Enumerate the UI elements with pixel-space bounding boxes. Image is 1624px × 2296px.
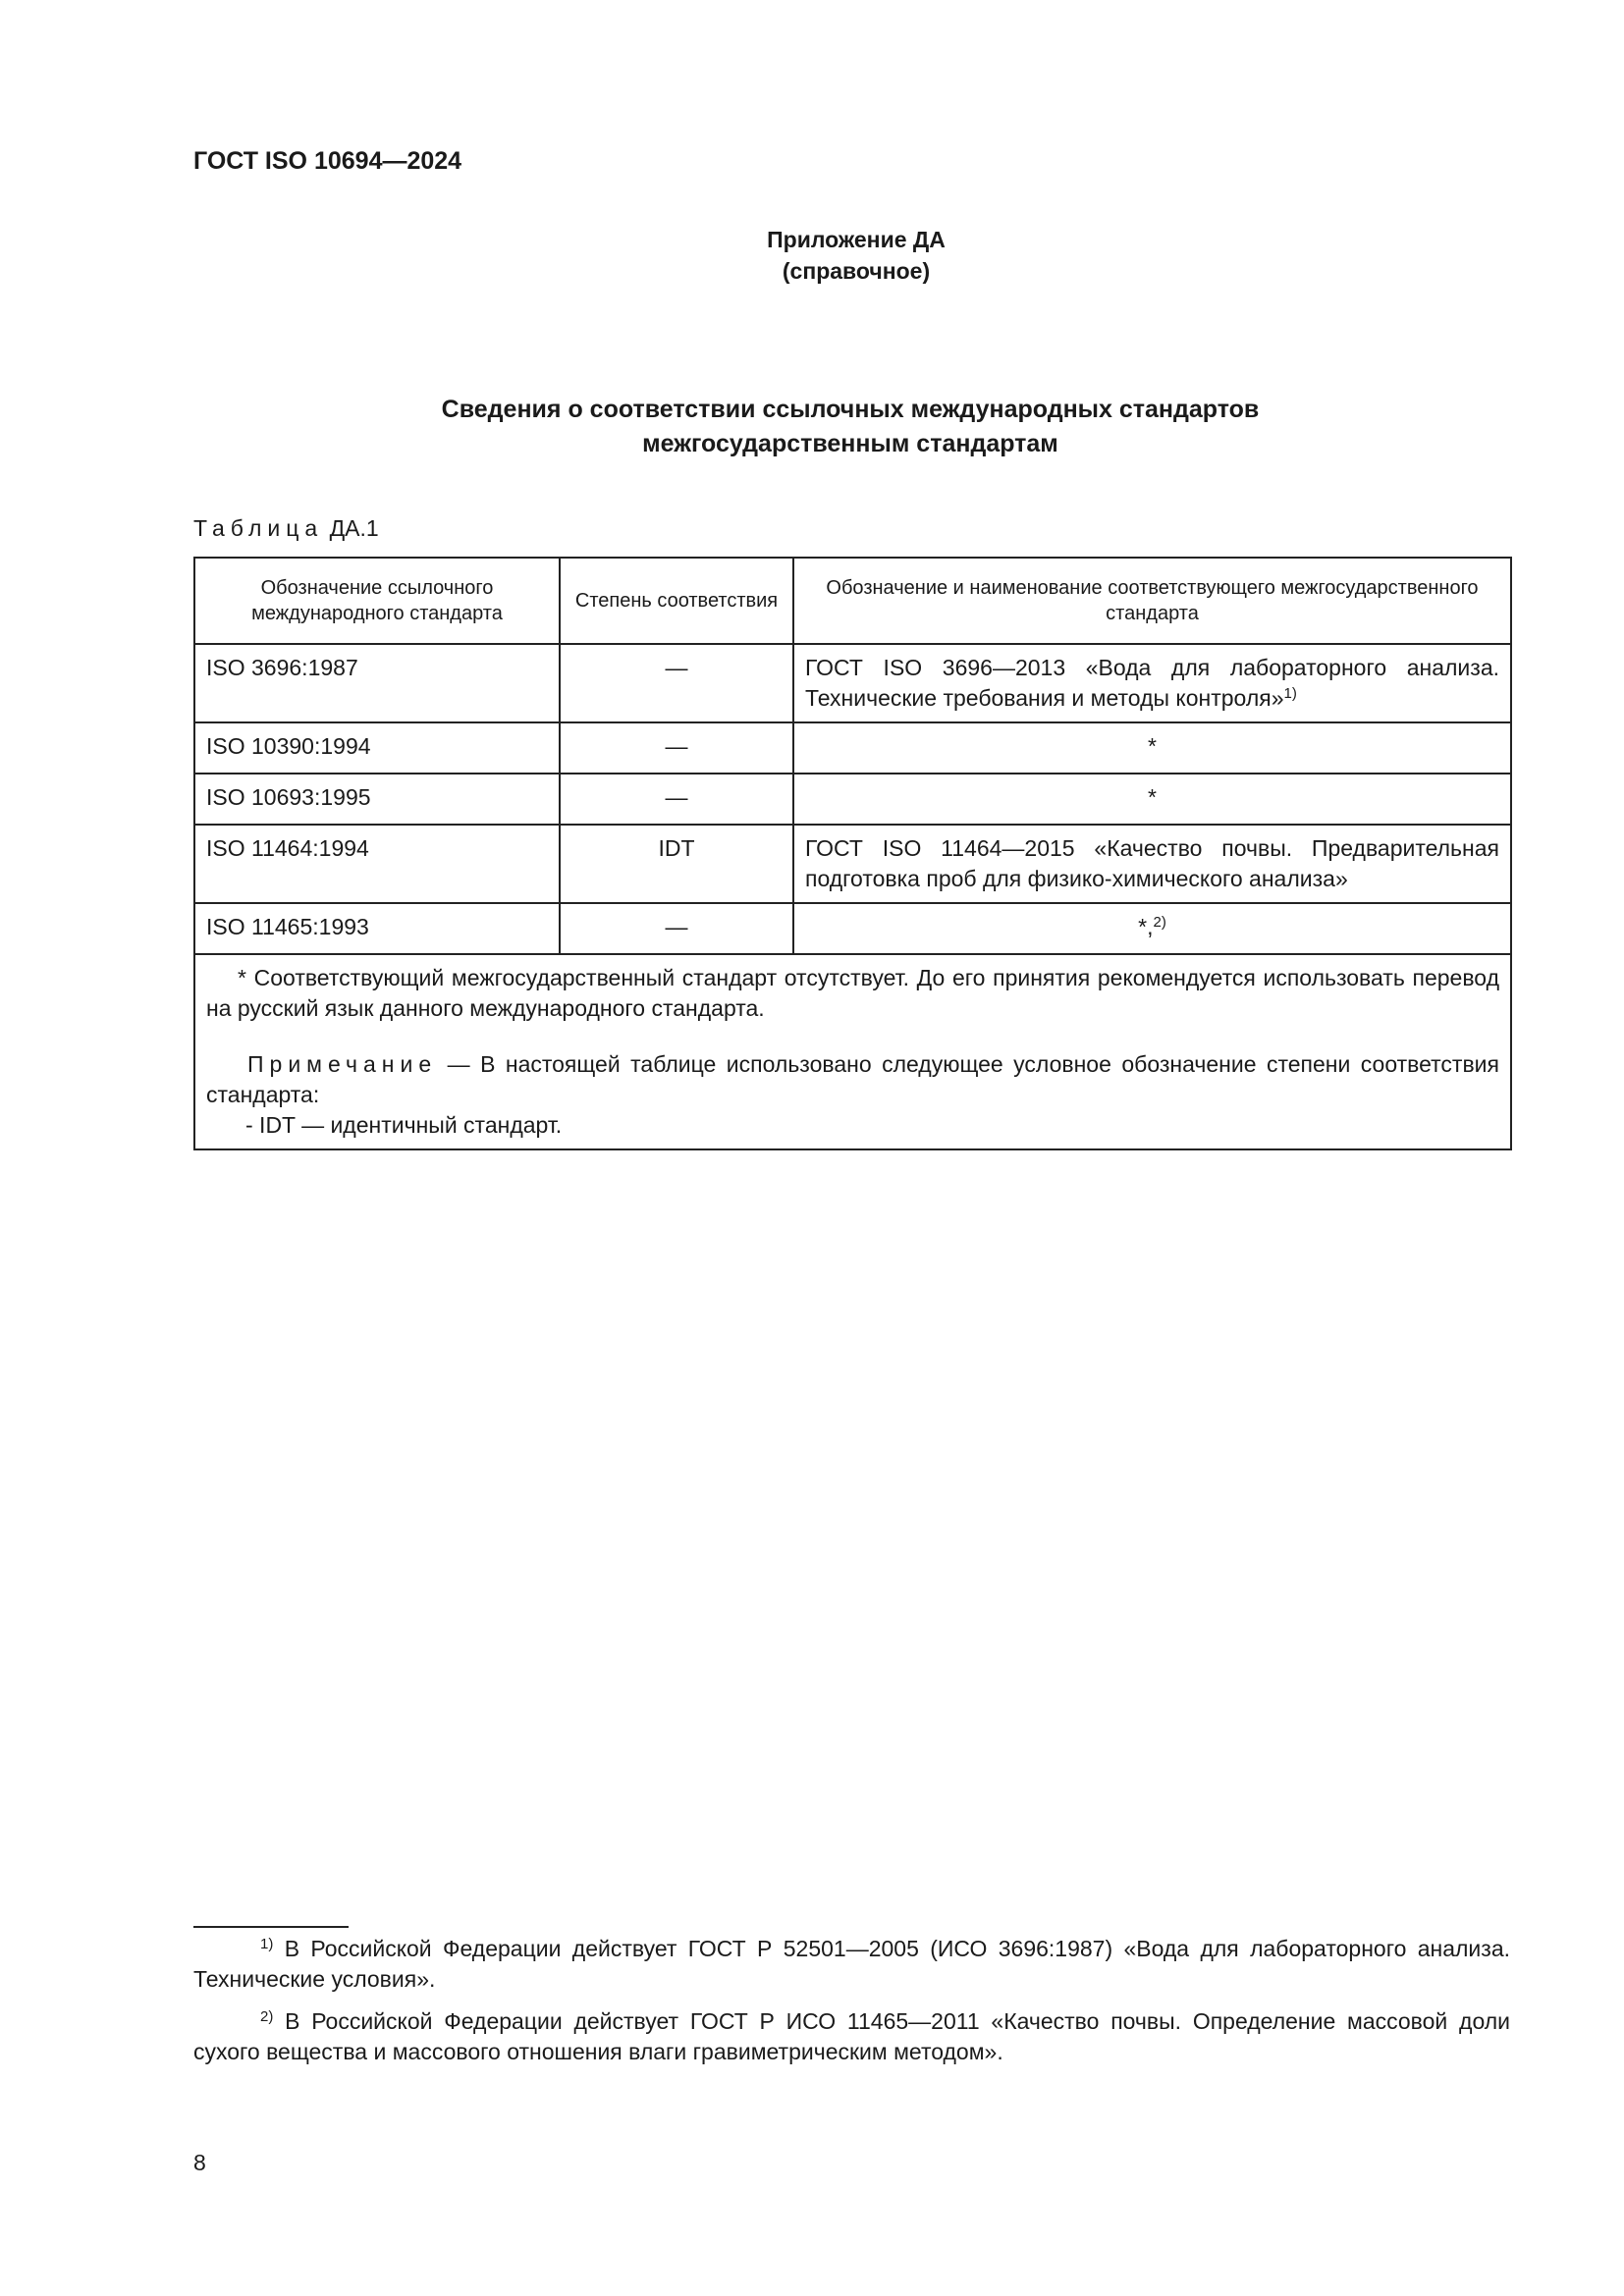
footnote-mark: 1)	[260, 1936, 274, 1952]
section-title-line1: Сведения о соответствии ссылочных международных стандартов	[441, 396, 1260, 423]
table-row	[194, 825, 1511, 903]
appendix-type: (справочное)	[782, 258, 931, 284]
footnote-separator	[193, 1926, 349, 1928]
cell-gost: ГОСТ ISO 11464—2015 «Качество почвы. Предварительная подготовка проб для физико-химического анализа»	[793, 825, 1511, 903]
cell-gost: *	[793, 774, 1511, 825]
table-notes	[194, 954, 1511, 1149]
cell-intl: ISO 3696:1987	[194, 644, 560, 722]
table-caption-number: ДА.1	[329, 515, 379, 541]
appendix-heading	[0, 224, 1624, 287]
header-degree: Степень соответствия	[560, 558, 793, 644]
appendix-title: Приложение ДА	[767, 227, 946, 252]
table-caption-word: Таблица	[193, 515, 324, 541]
section-title	[193, 393, 1507, 461]
footnote-ref: 2)	[1153, 914, 1166, 931]
cell-gost-text: ГОСТ ISO 3696—2013 «Вода для лабораторного анализа. Технические требования и методы контроля»	[805, 655, 1499, 711]
table-caption	[193, 515, 379, 542]
note-paragraph	[206, 1049, 1499, 1110]
table-notes-row	[194, 954, 1511, 1149]
cell-degree: IDT	[560, 825, 793, 903]
header-intl-standard: Обозначение ссылочного международного стандарта	[194, 558, 560, 644]
cell-degree: —	[560, 722, 793, 774]
cell-intl: ISO 11465:1993	[194, 903, 560, 954]
cell-degree: —	[560, 903, 793, 954]
header-gost-standard: Обозначение и наименование соответствующего межгосударственного стандарта	[793, 558, 1511, 644]
footnote-ref: 1)	[1283, 685, 1297, 702]
table-row	[194, 903, 1511, 954]
footnote	[193, 1934, 1510, 1995]
section-title-line2: межгосударственным стандартам	[642, 430, 1058, 457]
note-star: * Соответствующий межгосударственный стандарт отсутствует. До его принятия рекомендуется использовать перевод на русский язык данного международного стандарта.	[206, 965, 1499, 1021]
footnotes	[193, 1934, 1510, 2079]
page-number: 8	[193, 2150, 206, 2175]
footnote	[193, 2006, 1510, 2067]
cell-gost	[793, 903, 1511, 954]
cell-intl: ISO 10693:1995	[194, 774, 560, 825]
cell-gost-text: *,	[1138, 914, 1154, 939]
table-row	[194, 644, 1511, 722]
table-row	[194, 774, 1511, 825]
table-header-row	[194, 558, 1511, 644]
standards-table	[193, 557, 1512, 1150]
document-code: ГОСТ ISO 10694—2024	[193, 147, 462, 175]
cell-intl: ISO 10390:1994	[194, 722, 560, 774]
note-text: — В настоящей таблице использовано следующее условное обозначение степени соответствия стандарта:	[206, 1051, 1499, 1107]
cell-degree: —	[560, 644, 793, 722]
footnote-text: В Российской Федерации действует ГОСТ Р ИСО 11465—2011 «Качество почвы. Определение массовой доли сухого вещества и массового отношения влаги гравиметрическим методом».	[193, 2008, 1510, 2064]
cell-intl: ISO 11464:1994	[194, 825, 560, 903]
footnote-mark: 2)	[260, 2008, 274, 2025]
note-item: - IDT — идентичный стандарт.	[245, 1112, 563, 1138]
cell-gost	[793, 644, 1511, 722]
note-label: Примечание	[247, 1051, 438, 1077]
cell-degree: —	[560, 774, 793, 825]
cell-gost: *	[793, 722, 1511, 774]
footnote-text: В Российской Федерации действует ГОСТ Р 52501—2005 (ИСО 3696:1987) «Вода для лабораторного анализа. Технические условия».	[193, 1936, 1510, 1992]
table-row	[194, 722, 1511, 774]
